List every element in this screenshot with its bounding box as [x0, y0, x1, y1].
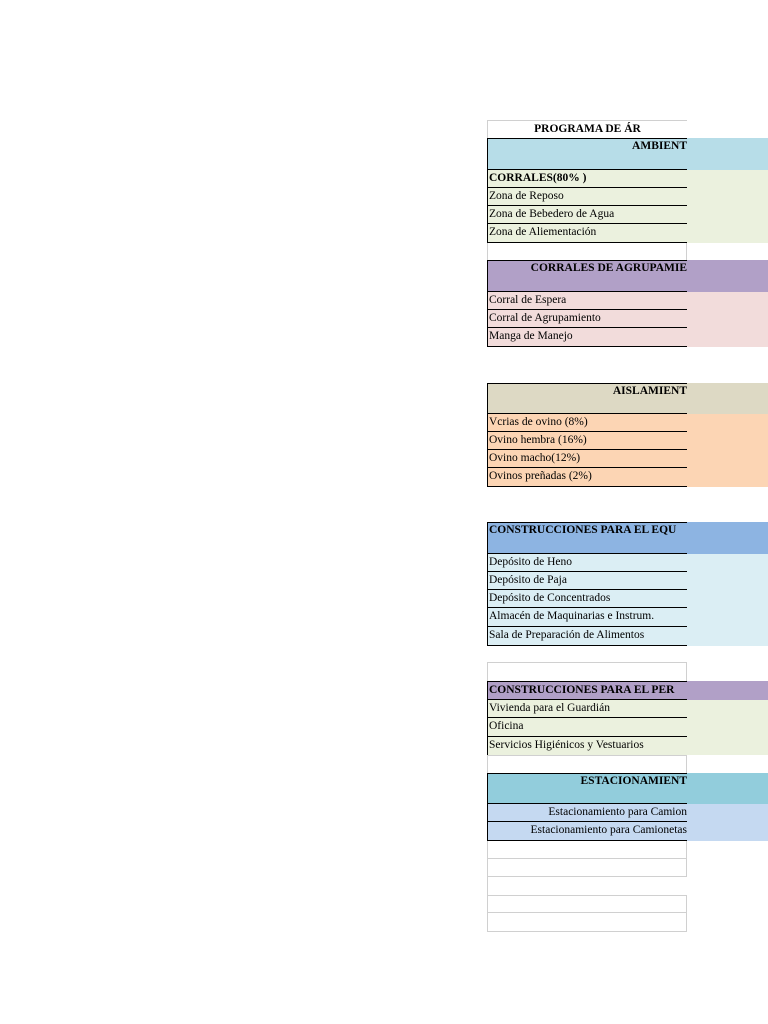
- list-item: Ovino macho(12%): [487, 450, 687, 468]
- corrales-group-label: CORRALES(80% ): [487, 170, 687, 188]
- spacer-cell: [487, 243, 687, 260]
- list-item: Oficina: [487, 718, 687, 737]
- list-item: Estacionamiento para Camionetas: [487, 822, 687, 841]
- empty-cell: [487, 913, 687, 932]
- spacer-cell: [487, 662, 687, 681]
- aislamiento-header-fill: [687, 383, 768, 414]
- equipo-header: CONSTRUCCIONES PARA EL EQU: [487, 522, 687, 554]
- list-item: Depósito de Concentrados: [487, 590, 687, 608]
- personal-header: CONSTRUCCIONES PARA EL PER: [487, 681, 687, 700]
- list-item: Zona de Reposo: [487, 188, 687, 206]
- list-item: Depósito de Paja: [487, 572, 687, 590]
- list-item: Servicios Higiénicos y Vestuarios: [487, 737, 687, 755]
- estacionamiento-header: ESTACIONAMIENT: [487, 773, 687, 804]
- list-item: Depósito de Heno: [487, 554, 687, 572]
- empty-cell: [487, 841, 687, 859]
- personal-body-fill: [687, 700, 768, 755]
- list-item: Manga de Manejo: [487, 328, 687, 347]
- table-title: PROGRAMA DE ÁR: [487, 120, 687, 138]
- empty-cell: [487, 877, 687, 895]
- list-item: Estacionamiento para Camion: [487, 804, 687, 822]
- estacionamiento-body-fill: [687, 804, 768, 841]
- agrupamiento-header: CORRALES DE AGRUPAMIE: [487, 260, 687, 292]
- list-item: Zona de Bebedero de Agua: [487, 206, 687, 224]
- list-item: Sala de Preparación de Alimentos: [487, 627, 687, 646]
- estacionamiento-header-fill: [687, 773, 768, 804]
- list-item: Vcrias de ovino (8%): [487, 414, 687, 432]
- empty-cell: [487, 895, 687, 913]
- agrupamiento-header-fill: [687, 260, 768, 292]
- list-item: Vivienda para el Guardián: [487, 700, 687, 718]
- list-item: Ovinos preñadas (2%): [487, 468, 687, 487]
- equipo-header-fill: [687, 522, 768, 554]
- aislamiento-body-fill: [687, 414, 768, 487]
- list-item: Zona de Aliementación: [487, 224, 687, 243]
- list-item: Corral de Agrupamiento: [487, 310, 687, 328]
- agrupamiento-body-fill: [687, 292, 768, 347]
- list-item: Almacén de Maquinarias e Instrum.: [487, 608, 687, 627]
- aislamiento-header: AISLAMIENT: [487, 383, 687, 414]
- equipo-body-fill: [687, 554, 768, 646]
- ambientes-header-fill: [687, 138, 768, 170]
- ambientes-header: AMBIENT: [487, 138, 687, 170]
- list-item: Ovino hembra (16%): [487, 432, 687, 450]
- spacer-cell: [487, 755, 687, 773]
- ambientes-body-fill: [687, 170, 768, 243]
- empty-cell: [487, 859, 687, 877]
- list-item: Corral de Espera: [487, 292, 687, 310]
- personal-header-fill: [687, 681, 768, 700]
